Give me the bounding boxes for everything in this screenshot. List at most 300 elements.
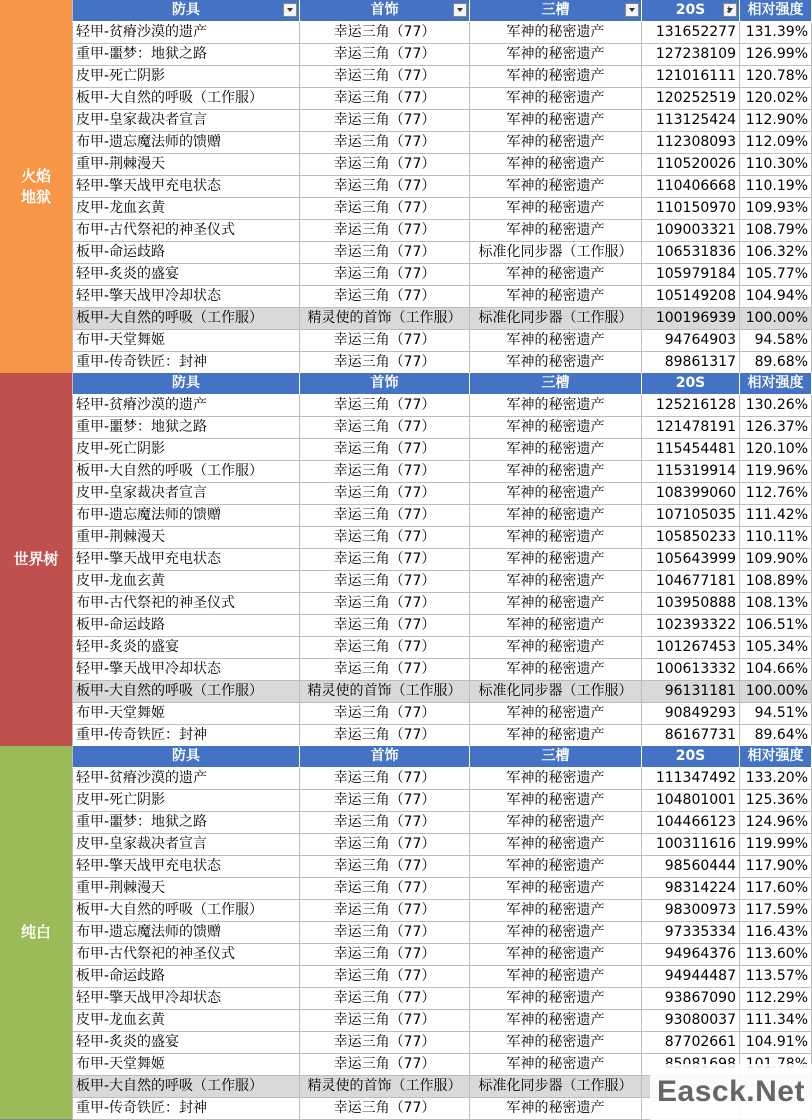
slot3-cell: 军神的秘密遗产 bbox=[470, 264, 642, 285]
table-row bbox=[72, 154, 812, 176]
column-header-relative[interactable] bbox=[740, 0, 812, 21]
necklace-cell: 幸运三角（77） bbox=[300, 1010, 470, 1031]
filter-dropdown-icon[interactable] bbox=[283, 3, 297, 17]
relative-cell: 131.39% bbox=[740, 22, 812, 43]
slot3-cell: 军神的秘密遗产 bbox=[470, 1010, 642, 1031]
armor-cell: 轻甲-擎天战甲充电状态 bbox=[72, 549, 300, 570]
score-cell: 98560444 bbox=[642, 856, 740, 877]
score-cell: 112308093 bbox=[642, 132, 740, 153]
necklace-cell: 幸运三角（77） bbox=[300, 505, 470, 526]
relative-cell: 89.68% bbox=[740, 352, 812, 373]
relative-cell: 94.51% bbox=[740, 703, 812, 724]
necklace-cell: 幸运三角（77） bbox=[300, 22, 470, 43]
table-row bbox=[72, 22, 812, 44]
necklace-cell: 幸运三角（77） bbox=[300, 1032, 470, 1053]
armor-cell: 布甲-古代祭祀的神圣仪式 bbox=[72, 593, 300, 614]
armor-cell: 轻甲-贫瘠沙漠的遗产 bbox=[72, 768, 300, 789]
armor-cell: 重甲-噩梦：地狱之路 bbox=[72, 417, 300, 438]
table-row bbox=[72, 395, 812, 417]
armor-cell: 板甲-大自然的呼吸（工作服） bbox=[72, 900, 300, 921]
table-row bbox=[72, 944, 812, 966]
slot3-cell: 军神的秘密遗产 bbox=[470, 110, 642, 131]
table-row bbox=[72, 922, 812, 944]
armor-cell: 重甲-传奇铁匠：封神 bbox=[72, 352, 300, 373]
slot3-cell: 军神的秘密遗产 bbox=[470, 944, 642, 965]
relative-cell: 110.19% bbox=[740, 176, 812, 197]
slot3-cell: 军神的秘密遗产 bbox=[470, 505, 642, 526]
table-row bbox=[72, 637, 812, 659]
relative-cell: 116.43% bbox=[740, 922, 812, 943]
data-table bbox=[72, 0, 812, 374]
necklace-cell: 幸运三角（77） bbox=[300, 527, 470, 548]
necklace-cell: 幸运三角（77） bbox=[300, 834, 470, 855]
section-label: 世界树 bbox=[0, 373, 72, 747]
column-header-label: 相对强度 bbox=[747, 375, 804, 391]
table-row bbox=[72, 834, 812, 856]
column-header-label: 防具 bbox=[172, 2, 200, 18]
slot3-cell: 军神的秘密遗产 bbox=[470, 812, 642, 833]
necklace-cell: 幸运三角（77） bbox=[300, 768, 470, 789]
relative-cell: 126.99% bbox=[740, 44, 812, 65]
armor-cell: 皮甲-皇家裁决者宣言 bbox=[72, 110, 300, 131]
slot3-cell: 军神的秘密遗产 bbox=[470, 44, 642, 65]
score-cell: 111347492 bbox=[642, 768, 740, 789]
relative-cell: 94.58% bbox=[740, 330, 812, 351]
slot3-cell: 军神的秘密遗产 bbox=[470, 286, 642, 307]
relative-cell: 120.78% bbox=[740, 66, 812, 87]
watermark-logo: Easck.Net bbox=[650, 1064, 812, 1120]
table-row bbox=[72, 417, 812, 439]
slot3-cell: 军神的秘密遗产 bbox=[470, 922, 642, 943]
column-header-armor bbox=[72, 746, 300, 767]
necklace-cell: 幸运三角（77） bbox=[300, 352, 470, 373]
armor-cell: 皮甲-死亡阴影 bbox=[72, 790, 300, 811]
slot3-cell: 军神的秘密遗产 bbox=[470, 417, 642, 438]
score-cell: 110520026 bbox=[642, 154, 740, 175]
filter-dropdown-icon[interactable] bbox=[723, 3, 737, 17]
necklace-cell: 幸运三角（77） bbox=[300, 900, 470, 921]
relative-cell: 110.30% bbox=[740, 154, 812, 175]
necklace-cell: 幸运三角（77） bbox=[300, 44, 470, 65]
armor-cell: 皮甲-龙血玄黄 bbox=[72, 198, 300, 219]
score-cell: 115319914 bbox=[642, 461, 740, 482]
relative-cell: 105.77% bbox=[740, 264, 812, 285]
relative-cell: 112.09% bbox=[740, 132, 812, 153]
necklace-cell: 幸运三角（77） bbox=[300, 1098, 470, 1119]
slot3-cell: 军神的秘密遗产 bbox=[470, 66, 642, 87]
armor-cell: 轻甲-贫瘠沙漠的遗产 bbox=[72, 22, 300, 43]
relative-cell: 108.79% bbox=[740, 220, 812, 241]
column-header-label: 三槽 bbox=[541, 375, 570, 391]
score-cell: 110406668 bbox=[642, 176, 740, 197]
necklace-cell: 精灵使的首饰（工作服） bbox=[300, 681, 470, 702]
necklace-cell: 幸运三角（77） bbox=[300, 571, 470, 592]
column-header-label: 20S bbox=[675, 748, 706, 764]
slot3-cell: 军神的秘密遗产 bbox=[470, 1098, 642, 1119]
armor-cell: 布甲-天堂舞姬 bbox=[72, 703, 300, 724]
necklace-cell: 幸运三角（77） bbox=[300, 66, 470, 87]
score-cell: 108399060 bbox=[642, 483, 740, 504]
column-header-label: 三槽 bbox=[541, 2, 570, 18]
relative-cell: 119.96% bbox=[740, 461, 812, 482]
slot3-cell: 军神的秘密遗产 bbox=[470, 549, 642, 570]
necklace-cell: 幸运三角（77） bbox=[300, 878, 470, 899]
necklace-cell: 精灵使的首饰（工作服） bbox=[300, 1076, 470, 1097]
armor-cell: 板甲-命运歧路 bbox=[72, 966, 300, 987]
armor-cell: 布甲-遗忘魔法师的馈赠 bbox=[72, 922, 300, 943]
slot3-cell: 军神的秘密遗产 bbox=[470, 834, 642, 855]
column-header-label: 防具 bbox=[172, 375, 200, 391]
armor-cell: 布甲-古代祭祀的神圣仪式 bbox=[72, 944, 300, 965]
table-row bbox=[72, 615, 812, 637]
filter-dropdown-icon[interactable] bbox=[453, 3, 467, 17]
slot3-cell: 军神的秘密遗产 bbox=[470, 483, 642, 504]
score-cell: 96131181 bbox=[642, 681, 740, 702]
score-cell: 93080037 bbox=[642, 1010, 740, 1031]
armor-cell: 重甲-噩梦：地狱之路 bbox=[72, 44, 300, 65]
column-header-score bbox=[642, 746, 740, 767]
armor-cell: 轻甲-擎天战甲充电状态 bbox=[72, 856, 300, 877]
table-row bbox=[72, 176, 812, 198]
relative-cell: 89.64% bbox=[740, 725, 812, 746]
slot3-cell: 军神的秘密遗产 bbox=[470, 659, 642, 680]
armor-cell: 重甲-荆棘漫天 bbox=[72, 878, 300, 899]
filter-dropdown-icon[interactable] bbox=[625, 3, 639, 17]
relative-cell: 108.13% bbox=[740, 593, 812, 614]
armor-cell: 板甲-大自然的呼吸（工作服） bbox=[72, 88, 300, 109]
relative-cell: 133.20% bbox=[740, 768, 812, 789]
table-row bbox=[72, 220, 812, 242]
score-cell: 115454481 bbox=[642, 439, 740, 460]
slot3-cell: 军神的秘密遗产 bbox=[470, 198, 642, 219]
relative-cell: 124.96% bbox=[740, 812, 812, 833]
column-header-label: 首饰 bbox=[370, 375, 399, 391]
necklace-cell: 幸运三角（77） bbox=[300, 966, 470, 987]
slot3-cell: 军神的秘密遗产 bbox=[470, 1054, 642, 1075]
table-row bbox=[72, 571, 812, 593]
score-cell: 104677181 bbox=[642, 571, 740, 592]
score-cell: 120252519 bbox=[642, 88, 740, 109]
table-row bbox=[72, 988, 812, 1010]
table-row bbox=[72, 461, 812, 483]
armor-cell: 布甲-遗忘魔法师的馈赠 bbox=[72, 132, 300, 153]
necklace-cell: 幸运三角（77） bbox=[300, 615, 470, 636]
necklace-cell: 幸运三角（77） bbox=[300, 1054, 470, 1075]
score-cell: 121016111 bbox=[642, 66, 740, 87]
score-cell: 113125424 bbox=[642, 110, 740, 131]
necklace-cell: 幸运三角（77） bbox=[300, 242, 470, 263]
armor-cell: 轻甲-炙炎的盛宴 bbox=[72, 637, 300, 658]
slot3-cell: 军神的秘密遗产 bbox=[470, 154, 642, 175]
relative-cell: 120.02% bbox=[740, 88, 812, 109]
slot3-cell: 军神的秘密遗产 bbox=[470, 352, 642, 373]
column-header-label: 20S bbox=[675, 2, 706, 18]
slot3-cell: 军神的秘密遗产 bbox=[470, 637, 642, 658]
section-label: 纯白 bbox=[0, 746, 72, 1120]
necklace-cell: 幸运三角（77） bbox=[300, 220, 470, 241]
slot3-cell: 军神的秘密遗产 bbox=[470, 856, 642, 877]
armor-cell: 布甲-天堂舞姬 bbox=[72, 1054, 300, 1075]
score-cell: 94964376 bbox=[642, 944, 740, 965]
necklace-cell: 精灵使的首饰（工作服） bbox=[300, 308, 470, 329]
score-cell: 98314224 bbox=[642, 878, 740, 899]
column-header-score[interactable] bbox=[642, 0, 740, 21]
relative-cell: 104.91% bbox=[740, 1032, 812, 1053]
slot3-cell: 军神的秘密遗产 bbox=[470, 966, 642, 987]
column-header-relative bbox=[740, 373, 812, 394]
slot3-cell: 标准化同步器（工作服） bbox=[470, 242, 642, 263]
score-cell: 104801001 bbox=[642, 790, 740, 811]
slot3-cell: 军神的秘密遗产 bbox=[470, 790, 642, 811]
column-header-necklace[interactable] bbox=[300, 0, 470, 21]
relative-cell: 112.29% bbox=[740, 988, 812, 1009]
relative-cell: 113.60% bbox=[740, 944, 812, 965]
relative-cell: 125.36% bbox=[740, 790, 812, 811]
table-row bbox=[72, 198, 812, 220]
score-cell: 90849293 bbox=[642, 703, 740, 724]
armor-cell: 皮甲-死亡阴影 bbox=[72, 66, 300, 87]
armor-cell: 皮甲-皇家裁决者宣言 bbox=[72, 834, 300, 855]
slot3-cell: 标准化同步器（工作服） bbox=[470, 1076, 642, 1097]
baseline-row bbox=[72, 308, 812, 330]
slot3-cell: 军神的秘密遗产 bbox=[470, 571, 642, 592]
column-header-slot3 bbox=[470, 373, 642, 394]
score-cell: 102393322 bbox=[642, 615, 740, 636]
relative-cell: 111.34% bbox=[740, 1010, 812, 1031]
score-cell: 121478191 bbox=[642, 417, 740, 438]
armor-cell: 重甲-噩梦：地狱之路 bbox=[72, 812, 300, 833]
table-row bbox=[72, 659, 812, 681]
column-header-label: 20S bbox=[675, 375, 706, 391]
score-cell: 87702661 bbox=[642, 1032, 740, 1053]
slot3-cell: 军神的秘密遗产 bbox=[470, 703, 642, 724]
relative-cell: 111.42% bbox=[740, 505, 812, 526]
necklace-cell: 幸运三角（77） bbox=[300, 856, 470, 877]
necklace-cell: 幸运三角（77） bbox=[300, 286, 470, 307]
armor-cell: 重甲-荆棘漫天 bbox=[72, 154, 300, 175]
relative-cell: 106.32% bbox=[740, 242, 812, 263]
necklace-cell: 幸运三角（77） bbox=[300, 659, 470, 680]
table-section bbox=[0, 0, 812, 374]
relative-cell: 120.10% bbox=[740, 439, 812, 460]
armor-cell: 重甲-传奇铁匠：封神 bbox=[72, 1098, 300, 1119]
score-cell: 89861317 bbox=[642, 352, 740, 373]
table-row bbox=[72, 725, 812, 747]
score-cell: 97335334 bbox=[642, 922, 740, 943]
table-row bbox=[72, 286, 812, 308]
slot3-cell: 军神的秘密遗产 bbox=[470, 439, 642, 460]
relative-cell: 109.90% bbox=[740, 549, 812, 570]
armor-cell: 皮甲-龙血玄黄 bbox=[72, 1010, 300, 1031]
header-row bbox=[72, 373, 812, 395]
table-section bbox=[0, 373, 812, 747]
relative-cell: 108.89% bbox=[740, 571, 812, 592]
table-row bbox=[72, 527, 812, 549]
necklace-cell: 幸运三角（77） bbox=[300, 703, 470, 724]
slot3-cell: 标准化同步器（工作服） bbox=[470, 681, 642, 702]
section-label: 火焰 地狱 bbox=[0, 0, 72, 374]
table-row bbox=[72, 330, 812, 352]
table-row bbox=[72, 44, 812, 66]
armor-cell: 轻甲-擎天战甲冷却状态 bbox=[72, 286, 300, 307]
table-row bbox=[72, 439, 812, 461]
necklace-cell: 幸运三角（77） bbox=[300, 264, 470, 285]
necklace-cell: 幸运三角（77） bbox=[300, 395, 470, 416]
data-table bbox=[72, 373, 812, 747]
column-header-label: 三槽 bbox=[541, 748, 570, 764]
column-header-necklace bbox=[300, 373, 470, 394]
column-header-relative bbox=[740, 746, 812, 767]
slot3-cell: 军神的秘密遗产 bbox=[470, 725, 642, 746]
necklace-cell: 幸运三角（77） bbox=[300, 725, 470, 746]
necklace-cell: 幸运三角（77） bbox=[300, 154, 470, 175]
relative-cell: 109.93% bbox=[740, 198, 812, 219]
score-cell: 86167731 bbox=[642, 725, 740, 746]
necklace-cell: 幸运三角（77） bbox=[300, 922, 470, 943]
necklace-cell: 幸运三角（77） bbox=[300, 132, 470, 153]
slot3-cell: 军神的秘密遗产 bbox=[470, 1032, 642, 1053]
armor-cell: 布甲-遗忘魔法师的馈赠 bbox=[72, 505, 300, 526]
necklace-cell: 幸运三角（77） bbox=[300, 812, 470, 833]
slot3-cell: 军神的秘密遗产 bbox=[470, 88, 642, 109]
necklace-cell: 幸运三角（77） bbox=[300, 944, 470, 965]
column-header-slot3[interactable] bbox=[470, 0, 642, 21]
table-row bbox=[72, 264, 812, 286]
slot3-cell: 军神的秘密遗产 bbox=[470, 176, 642, 197]
score-cell: 110150970 bbox=[642, 198, 740, 219]
armor-cell: 皮甲-龙血玄黄 bbox=[72, 571, 300, 592]
column-header-label: 防具 bbox=[172, 748, 200, 764]
relative-cell: 104.66% bbox=[740, 659, 812, 680]
score-cell: 94764903 bbox=[642, 330, 740, 351]
table-row bbox=[72, 66, 812, 88]
table-row bbox=[72, 352, 812, 374]
table-row bbox=[72, 1032, 812, 1054]
relative-cell: 117.59% bbox=[740, 900, 812, 921]
slot3-cell: 军神的秘密遗产 bbox=[470, 900, 642, 921]
relative-cell: 100.00% bbox=[740, 681, 812, 702]
table-row bbox=[72, 900, 812, 922]
table-row bbox=[72, 966, 812, 988]
necklace-cell: 幸运三角（77） bbox=[300, 593, 470, 614]
score-cell: 103950888 bbox=[642, 593, 740, 614]
table-row bbox=[72, 110, 812, 132]
slot3-cell: 军神的秘密遗产 bbox=[470, 330, 642, 351]
score-cell: 107105035 bbox=[642, 505, 740, 526]
slot3-cell: 军神的秘密遗产 bbox=[470, 988, 642, 1009]
relative-cell: 126.37% bbox=[740, 417, 812, 438]
score-cell: 104466123 bbox=[642, 812, 740, 833]
armor-cell: 板甲-大自然的呼吸（工作服） bbox=[72, 461, 300, 482]
table-row bbox=[72, 242, 812, 264]
header-row bbox=[72, 0, 812, 22]
relative-cell: 112.76% bbox=[740, 483, 812, 504]
table-row bbox=[72, 878, 812, 900]
necklace-cell: 幸运三角（77） bbox=[300, 790, 470, 811]
column-header-slot3 bbox=[470, 746, 642, 767]
score-cell: 93867090 bbox=[642, 988, 740, 1009]
slot3-cell: 军神的秘密遗产 bbox=[470, 461, 642, 482]
relative-cell: 110.11% bbox=[740, 527, 812, 548]
score-cell: 131652277 bbox=[642, 22, 740, 43]
slot3-cell: 军神的秘密遗产 bbox=[470, 22, 642, 43]
armor-cell: 轻甲-炙炎的盛宴 bbox=[72, 1032, 300, 1053]
armor-cell: 板甲-大自然的呼吸（工作服） bbox=[72, 308, 300, 329]
necklace-cell: 幸运三角（77） bbox=[300, 483, 470, 504]
armor-cell: 轻甲-贫瘠沙漠的遗产 bbox=[72, 395, 300, 416]
armor-cell: 板甲-命运歧路 bbox=[72, 615, 300, 636]
necklace-cell: 幸运三角（77） bbox=[300, 417, 470, 438]
table-row bbox=[72, 703, 812, 725]
slot3-cell: 军神的秘密遗产 bbox=[470, 220, 642, 241]
table-row bbox=[72, 88, 812, 110]
score-cell: 100196939 bbox=[642, 308, 740, 329]
armor-cell: 皮甲-死亡阴影 bbox=[72, 439, 300, 460]
table-row bbox=[72, 132, 812, 154]
necklace-cell: 幸运三角（77） bbox=[300, 637, 470, 658]
score-cell: 125216128 bbox=[642, 395, 740, 416]
armor-cell: 板甲-大自然的呼吸（工作服） bbox=[72, 681, 300, 702]
armor-cell: 布甲-古代祭祀的神圣仪式 bbox=[72, 220, 300, 241]
score-cell: 105149208 bbox=[642, 286, 740, 307]
armor-cell: 轻甲-擎天战甲冷却状态 bbox=[72, 988, 300, 1009]
slot3-cell: 军神的秘密遗产 bbox=[470, 615, 642, 636]
score-cell: 98300973 bbox=[642, 900, 740, 921]
table-row bbox=[72, 790, 812, 812]
relative-cell: 106.51% bbox=[740, 615, 812, 636]
column-header-label: 首饰 bbox=[370, 748, 399, 764]
slot3-cell: 军神的秘密遗产 bbox=[470, 593, 642, 614]
armor-cell: 板甲-命运歧路 bbox=[72, 242, 300, 263]
table-row bbox=[72, 856, 812, 878]
score-cell: 100613332 bbox=[642, 659, 740, 680]
slot3-cell: 军神的秘密遗产 bbox=[470, 395, 642, 416]
relative-cell: 117.90% bbox=[740, 856, 812, 877]
armor-cell: 皮甲-皇家裁决者宣言 bbox=[72, 483, 300, 504]
score-cell: 105643999 bbox=[642, 549, 740, 570]
slot3-cell: 军神的秘密遗产 bbox=[470, 768, 642, 789]
armor-cell: 重甲-传奇铁匠：封神 bbox=[72, 725, 300, 746]
header-row bbox=[72, 746, 812, 768]
relative-cell: 130.26% bbox=[740, 395, 812, 416]
slot3-cell: 标准化同步器（工作服） bbox=[470, 308, 642, 329]
table-row bbox=[72, 593, 812, 615]
table-row bbox=[72, 1010, 812, 1032]
score-cell: 105850233 bbox=[642, 527, 740, 548]
armor-cell: 板甲-大自然的呼吸（工作服） bbox=[72, 1076, 300, 1097]
column-header-armor bbox=[72, 373, 300, 394]
necklace-cell: 幸运三角（77） bbox=[300, 176, 470, 197]
armor-cell: 重甲-荆棘漫天 bbox=[72, 527, 300, 548]
score-cell: 101267453 bbox=[642, 637, 740, 658]
armor-cell: 轻甲-擎天战甲充电状态 bbox=[72, 176, 300, 197]
column-header-armor[interactable] bbox=[72, 0, 300, 21]
slot3-cell: 军神的秘密遗产 bbox=[470, 878, 642, 899]
column-header-label: 相对强度 bbox=[747, 748, 804, 764]
necklace-cell: 幸运三角（77） bbox=[300, 198, 470, 219]
armor-cell: 轻甲-炙炎的盛宴 bbox=[72, 264, 300, 285]
relative-cell: 117.60% bbox=[740, 878, 812, 899]
relative-cell: 112.90% bbox=[740, 110, 812, 131]
column-header-label: 相对强度 bbox=[747, 2, 804, 18]
score-cell: 106531836 bbox=[642, 242, 740, 263]
table-row bbox=[72, 483, 812, 505]
armor-cell: 布甲-天堂舞姬 bbox=[72, 330, 300, 351]
score-cell: 105979184 bbox=[642, 264, 740, 285]
armor-cell: 轻甲-擎天战甲冷却状态 bbox=[72, 659, 300, 680]
relative-cell: 104.94% bbox=[740, 286, 812, 307]
slot3-cell: 军神的秘密遗产 bbox=[470, 527, 642, 548]
